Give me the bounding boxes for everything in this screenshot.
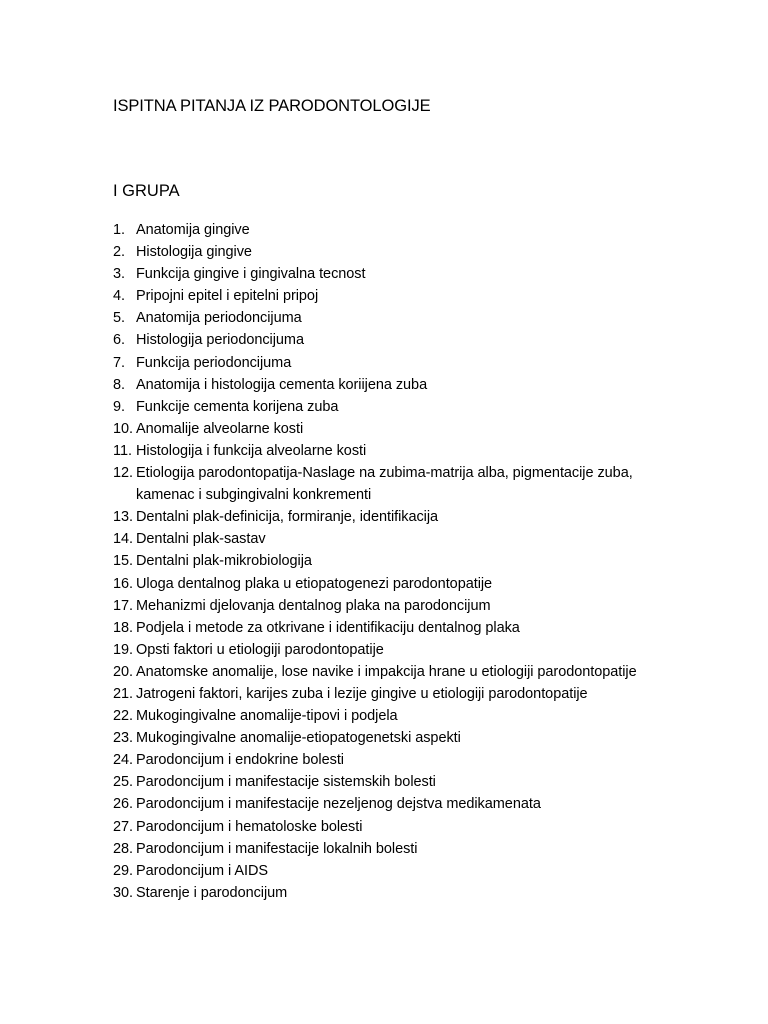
question-item [113, 285, 673, 307]
question-item [113, 727, 673, 749]
question-item [113, 440, 673, 462]
question-item [113, 838, 673, 860]
question-number: 12. [113, 465, 134, 482]
question-number: 20. [113, 663, 134, 680]
question-number: 13. [113, 509, 134, 526]
question-item [113, 329, 673, 351]
question-text: Histologija gingive [136, 244, 252, 261]
document-title: ISPITNA PITANJA IZ PARODONTOLOGIJE [113, 97, 431, 115]
question-text: Funkcije cementa korijena zuba [136, 398, 339, 415]
question-item [113, 307, 673, 329]
question-text: Mehanizmi djelovanja dentalnog plaka na parodoncijum [136, 597, 491, 614]
question-number: 28. [113, 840, 134, 857]
question-item [113, 816, 673, 838]
question-item [113, 550, 673, 572]
question-number: 4. [113, 288, 125, 305]
question-item [113, 882, 673, 904]
question-text: Dentalni plak-definicija, formiranje, identifikacija [136, 509, 439, 526]
question-text: Funkcija periodoncijuma [136, 354, 292, 371]
question-number: 3. [113, 266, 125, 283]
question-item [113, 241, 673, 263]
question-text: Histologija periodoncijuma [136, 332, 304, 349]
question-text: Parodoncijum i hematoloske bolesti [136, 818, 363, 835]
question-text: Pripojni epitel i epitelni pripoj [136, 288, 319, 305]
question-item [113, 418, 673, 440]
question-item [113, 573, 673, 595]
question-text: Histologija i funkcija alveolarne kosti [136, 442, 367, 459]
question-text: Parodoncijum i endokrine bolesti [136, 752, 344, 769]
question-item [113, 374, 673, 396]
question-number: 29. [113, 862, 134, 879]
question-number: 16. [113, 575, 134, 592]
question-item [113, 793, 673, 815]
question-item [113, 219, 673, 241]
question-text: Parodoncijum i manifestacije sistemskih bolesti [136, 774, 436, 791]
question-number: 9. [113, 398, 125, 415]
question-text: Anatomija periodoncijuma [136, 310, 302, 327]
question-number: 15. [113, 553, 134, 570]
question-text: Uloga dentalnog plaka u etiopatogenezi parodontopatije [136, 575, 493, 592]
question-item [113, 396, 673, 418]
question-number: 17. [113, 597, 134, 614]
question-item [113, 771, 673, 793]
question-text: Podjela i metode za otkrivane i identifikaciju dentalnog plaka [136, 619, 520, 636]
question-text: Parodoncijum i manifestacije lokalnih bolesti [136, 840, 418, 857]
question-item [113, 352, 673, 374]
group-heading: I GRUPA [113, 182, 180, 200]
question-number: 19. [113, 641, 134, 658]
question-text: Anomalije alveolarne kosti [136, 420, 304, 437]
question-number: 5. [113, 310, 125, 327]
question-number: 18. [113, 619, 134, 636]
question-item [113, 860, 673, 882]
question-text: Jatrogeni faktori, karijes zuba i lezije gingive u etiologiji parodontopatije [136, 685, 588, 702]
question-number: 30. [113, 884, 134, 901]
question-item [113, 617, 673, 639]
question-item [113, 528, 673, 550]
question-text: Starenje i parodoncijum [136, 884, 288, 901]
question-item [113, 639, 673, 661]
question-number: 6. [113, 332, 125, 349]
question-number: 2. [113, 244, 125, 261]
question-item [113, 683, 673, 705]
question-number: 8. [113, 376, 125, 393]
question-text: Parodoncijum i AIDS [136, 862, 269, 879]
question-number: 22. [113, 708, 134, 725]
question-number: 7. [113, 354, 125, 371]
question-number: 21. [113, 685, 134, 702]
question-text: Funkcija gingive i gingivalna tecnost [136, 266, 366, 283]
question-item [113, 749, 673, 771]
question-text: Anatomija gingive [136, 222, 250, 238]
question-text: Anatomija i histologija cementa koriijena zuba [136, 376, 428, 393]
question-item [113, 506, 673, 528]
question-text: Mukogingivalne anomalije-etiopatogenetski aspekti [136, 730, 461, 747]
question-number: 26. [113, 796, 134, 813]
question-number: 24. [113, 752, 134, 769]
question-item [113, 595, 673, 617]
question-number: 25. [113, 774, 134, 791]
question-list [113, 219, 673, 904]
question-number: 23. [113, 730, 134, 747]
question-text: Opsti faktori u etiologiji parodontopatije [136, 641, 384, 658]
question-item [113, 661, 673, 683]
question-text: Dentalni plak-sastav [136, 531, 266, 548]
question-number: 1. [113, 222, 125, 238]
question-item [113, 462, 673, 506]
question-text: Anatomske anomalije, lose navike i impakcija hrane u etiologiji parodontopatije [136, 663, 637, 680]
question-item [113, 263, 673, 285]
question-text: Dentalni plak-mikrobiologija [136, 553, 312, 570]
question-text: Mukogingivalne anomalije-tipovi i podjela [136, 708, 398, 725]
question-number: 14. [113, 531, 134, 548]
question-number: 10. [113, 420, 134, 437]
question-number: 27. [113, 818, 134, 835]
question-number: 11. [113, 442, 132, 459]
question-text: Etiologija parodontopatija-Naslage na zubima-matrija alba, pigmentacije zuba, kamenac i subgingivalni konkrementi [136, 465, 633, 504]
question-text: Parodoncijum i manifestacije nezeljenog dejstva medikamenata [136, 796, 541, 813]
question-item [113, 705, 673, 727]
